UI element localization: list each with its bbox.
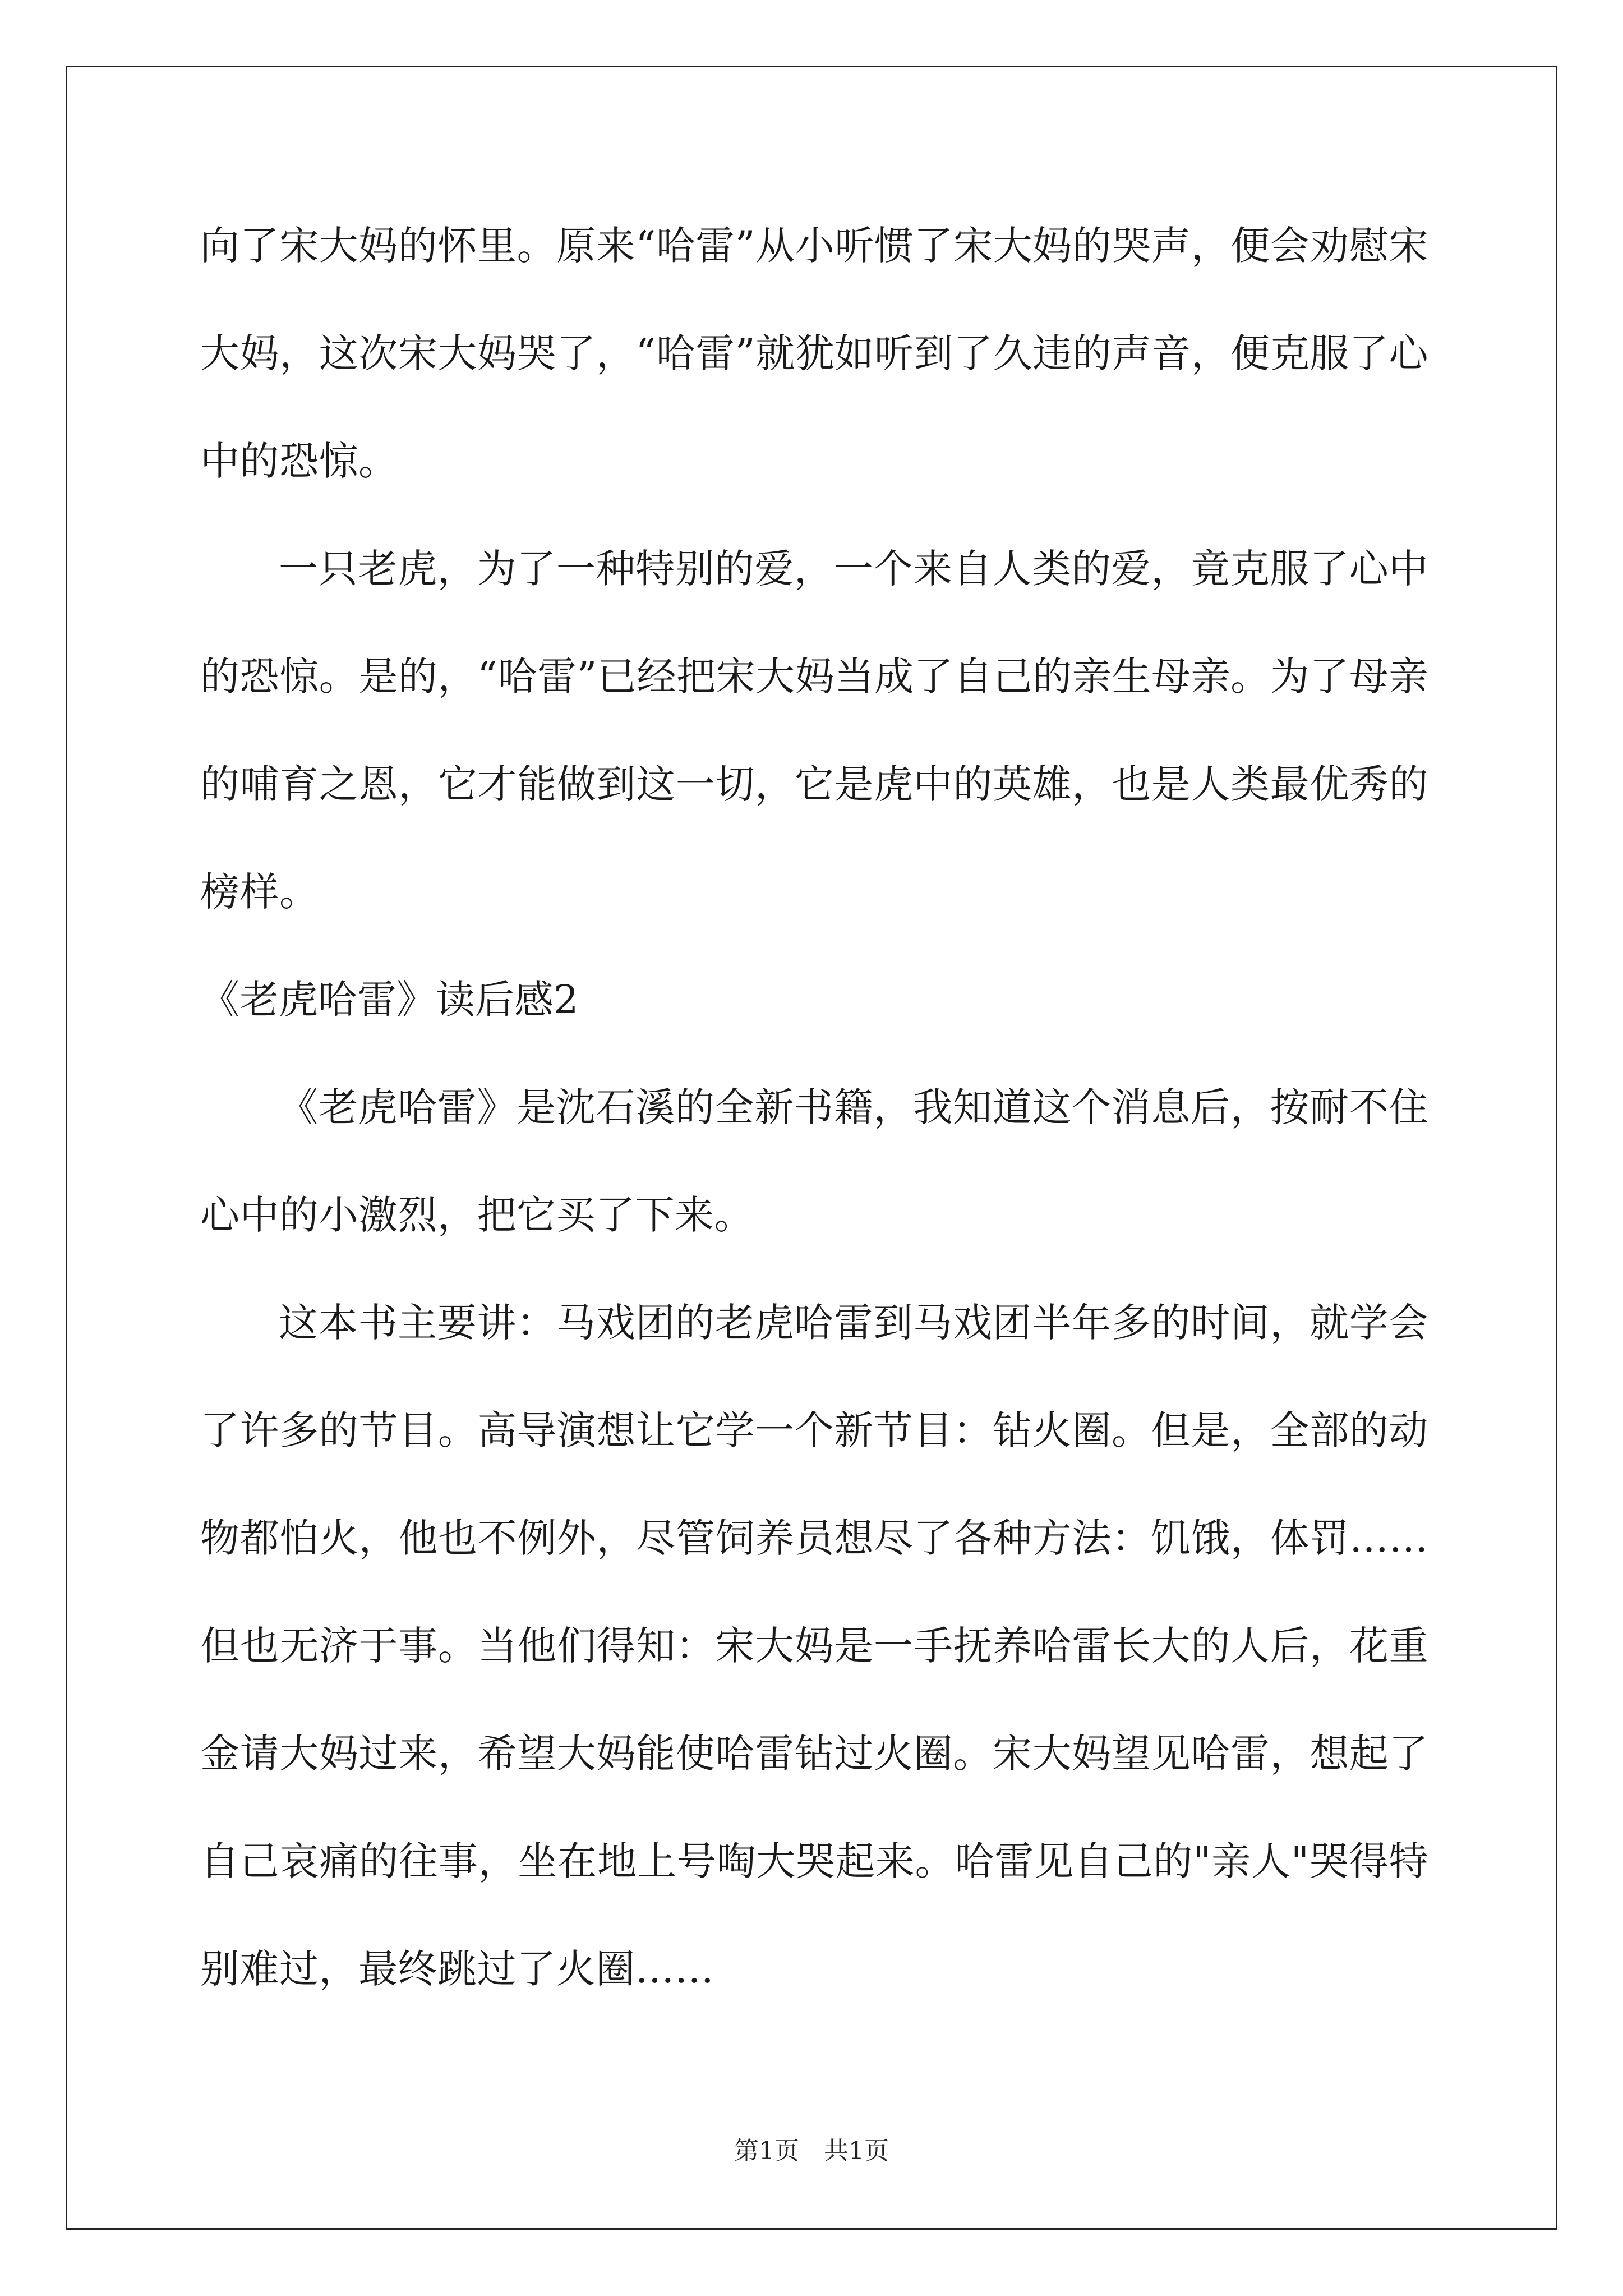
paragraph-4: 这本书主要讲：马戏团的老虎哈雷到马戏团半年多的时间，就学会了许多的节目。高导演想让它学一个新节目：钻火圈。但是，全部的动物都怕火，他也不例外，尽管饲养员想尽了各种方法：饥饿，体罚……但也无济于事。当他们得知：宋大妈是一手抚养哈雷长大的人后，花重金请大妈过来，希望大妈能使哈雷钻过火圈。宋大妈望见哈雷，想起了自己哀痛的往事，坐在地上号啕大哭起来。哈雷见自己的"亲人"哭得特别难过，最终跳过了火圈…… [200, 1300, 1428, 1992]
section-heading: 《老虎哈雷》读后感2 [200, 977, 579, 1023]
page-footer: 第1页 共1页 [734, 2137, 889, 2165]
paragraph-3: 《老虎哈雷》是沈石溪的全新书籍，我知道这个消息后，按耐不住心中的小激烈，把它买了下来。 [200, 1084, 1428, 1238]
paragraph-2: 一只老虎，为了一种特别的爱，一个来自人类的爱，竟克服了心中的恐惊。是的，“哈雷”已经把宋大妈当成了自己的亲生母亲。为了母亲的哺育之恩，它才能做到这一切，它是虎中的英雄，也是人类最优秀的榜样。 [200, 546, 1428, 915]
paragraph-1: 向了宋大妈的怀里。原来“哈雷”从小听惯了宋大妈的哭声，便会劝慰宋大妈，这次宋大妈哭了，“哈雷”就犹如听到了久违的声音，便克服了心中的恐惊。 [200, 223, 1428, 484]
